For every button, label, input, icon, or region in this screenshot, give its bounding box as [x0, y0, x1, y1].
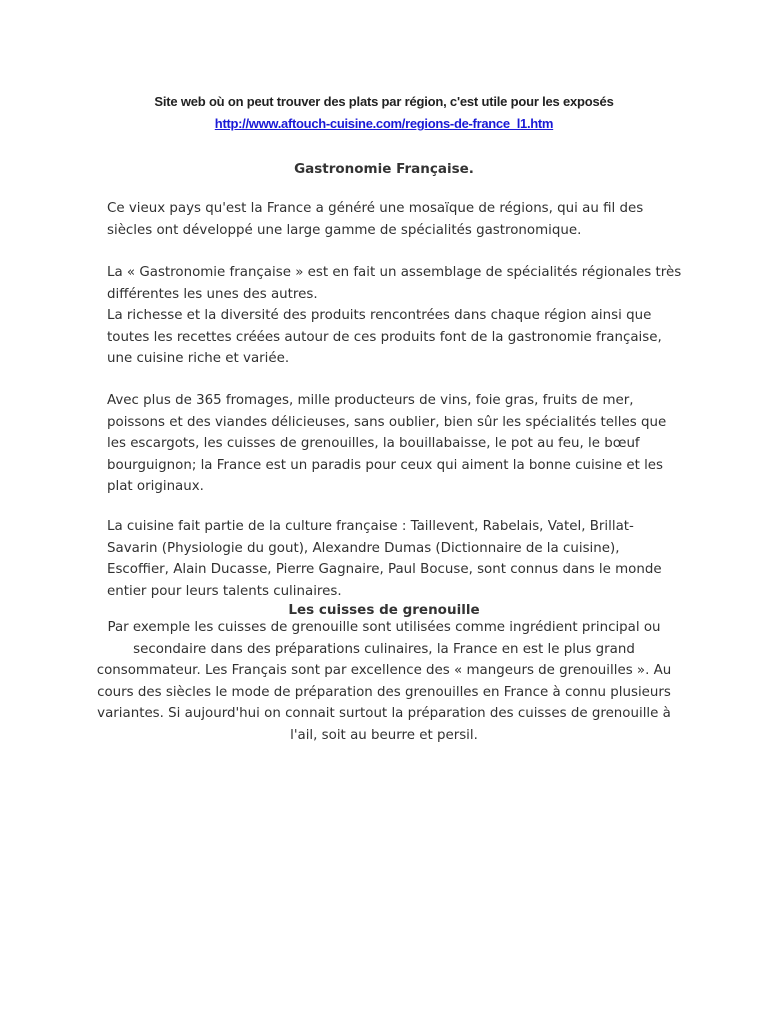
- paragraph-line: La richesse et la diversité des produits rencontrées dans chaque région ainsi que: [107, 308, 652, 323]
- paragraph-line: siècles ont développé une large gamme de spécialités gastronomique.: [107, 222, 582, 238]
- paragraph-line: secondaire dans des préparations culinaires, la France en est le plus grand: [133, 641, 635, 657]
- paragraph-line: consommateur. Les Français sont par excellence des « mangeurs de grenouilles ». Au: [96, 663, 672, 678]
- paragraph-line: bourguignon; la France est un paradis pour ceux qui aiment la bonne cuisine et les: [107, 457, 664, 473]
- paragraph-products: [107, 390, 667, 498]
- paragraph-line: poissons et des viandes délicieuses, sans oublier, bien sûr les spécialités telles que: [107, 414, 667, 430]
- paragraph-line: Escoffier, Alain Ducasse, Pierre Gagnaire, Paul Bocuse, sont connus dans le monde: [107, 562, 662, 577]
- paragraph-line: toutes les recettes créées autour de ces produits font de la gastronomie française,: [107, 329, 662, 345]
- paragraph-line: plat originaux.: [107, 479, 204, 494]
- section-title: Les cuisses de grenouille: [288, 602, 480, 618]
- paragraph-line: La cuisine fait partie de la culture française : Taillevent, Rabelais, Vatel, Brillat-: [107, 519, 634, 534]
- paragraph-line: Par exemple les cuisses de grenouille sont utilisées comme ingrédient principal ou: [107, 620, 661, 635]
- source-note: Site web où on peut trouver des plats par région, c'est utile pour les exposés: [154, 94, 614, 109]
- paragraph-line: entier pour leurs talents culinaires.: [107, 583, 342, 599]
- paragraph-line: cours des siècles le mode de préparation des grenouilles en France à connu plusieurs: [97, 684, 671, 700]
- source-link[interactable]: http://www.aftouch-cuisine.com/regions-de-france_l1.htm: [214, 116, 554, 131]
- paragraph-line: La « Gastronomie française » est en fait un assemblage de spécialités régionales très: [107, 265, 682, 280]
- paragraph-frog-legs: [0, 617, 768, 746]
- paragraph-culture: [107, 516, 667, 602]
- paragraph-line: différentes les unes des autres.: [107, 286, 318, 302]
- paragraph-line: les escargots, les cuisses de grenouilles, la bouillabaisse, le pot au feu, le bœuf: [107, 436, 640, 451]
- paragraph-line: l'ail, soit au beurre et persil.: [290, 727, 478, 743]
- paragraph-intro: [107, 198, 667, 241]
- paragraph-line: Avec plus de 365 fromages, mille producteurs de vins, foie gras, fruits de mer,: [107, 393, 634, 408]
- paragraph-line: Ce vieux pays qu'est la France a généré une mosaïque de régions, qui au fil des: [107, 201, 644, 216]
- paragraph-line: une cuisine riche et variée.: [107, 351, 290, 366]
- paragraph-gastronomy: [107, 262, 682, 370]
- paragraph-line: Savarin (Physiologie du gout), Alexandre Dumas (Dictionnaire de la cuisine),: [107, 540, 620, 556]
- document-title: Gastronomie Française.: [294, 161, 474, 177]
- paragraph-line: variantes. Si aujourd'hui on connait surtout la préparation des cuisses de grenouille à: [97, 706, 671, 721]
